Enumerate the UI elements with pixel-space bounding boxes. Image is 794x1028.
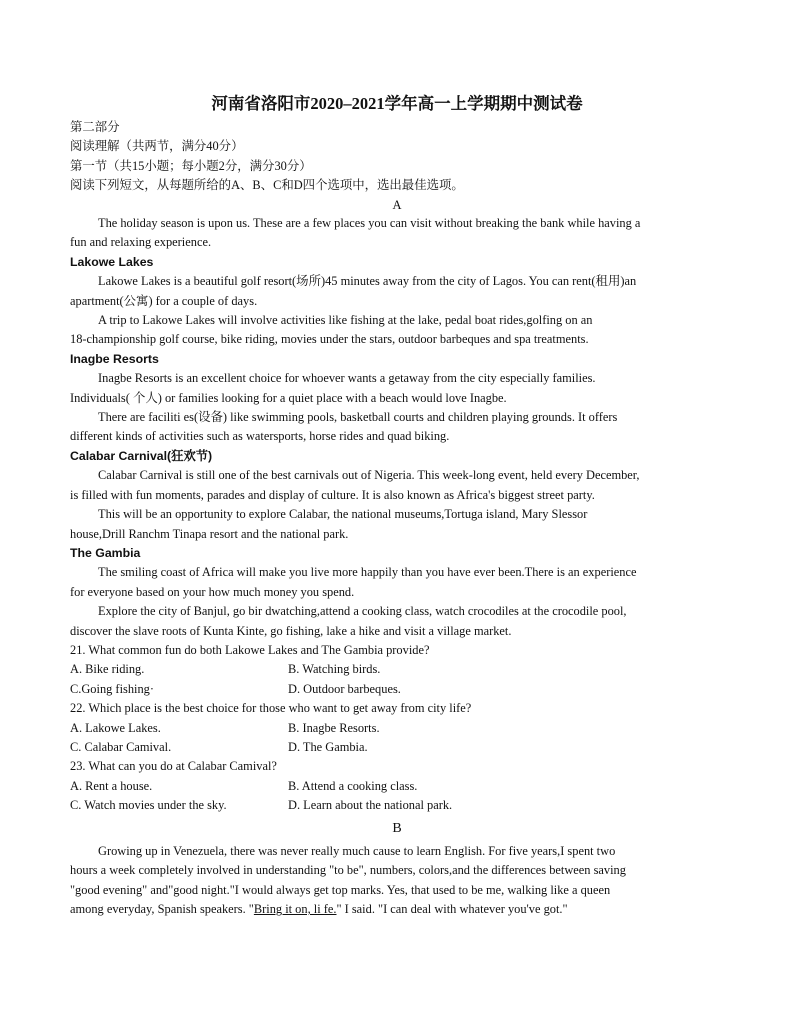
paragraph-line: discover the slave roots of Kunta Kinte, go fishing, lake a hike and visit a village market. xyxy=(70,623,512,638)
option-row xyxy=(70,680,725,699)
paragraph-line: house,Drill Ranchm Tinapa resort and the national park. xyxy=(70,526,349,541)
heading-calabar-carnival: Calabar Carnival(狂欢节) xyxy=(70,448,213,463)
option-row xyxy=(70,796,725,815)
option-b: B. Attend a cooking class. xyxy=(288,778,418,793)
option-c: C.Going fishing· xyxy=(70,681,154,696)
heading-lakowe-lakes: Lakowe Lakes xyxy=(70,254,154,269)
option-a: A. Lakowe Lakes. xyxy=(70,720,161,735)
text-segment: among everyday, Spanish speakers. " xyxy=(70,902,254,917)
question-22 xyxy=(70,699,725,757)
question-21 xyxy=(70,641,725,699)
exam-header xyxy=(70,118,725,196)
paragraph-line: There are faciliti es(设备) like swimming pools, basketball courts and children playing grounds. It offers xyxy=(98,410,618,425)
heading-the-gambia: The Gambia xyxy=(70,545,141,560)
option-b: B. Inagbe Resorts. xyxy=(288,720,380,735)
paragraph-line: Growing up in Venezuela, there was never really much cause to learn English. For five years,I spent two xyxy=(98,844,616,858)
option-row xyxy=(70,777,725,796)
passage-a xyxy=(70,214,725,816)
exam-title: 河南省洛阳市2020–2021学年高一上学期期中测试卷 xyxy=(211,94,583,113)
part-label: 第二部分 xyxy=(70,120,120,134)
option-row xyxy=(70,738,725,757)
paragraph-line: Lakowe Lakes is a beautiful golf resort(场所)45 minutes away from the city of Lagos. You can rent(租用)an xyxy=(98,274,637,289)
text-segment: " I said. "I can deal with whatever you've got." xyxy=(336,902,568,917)
paragraph-line: apartment(公寓) for a couple of days. xyxy=(70,293,258,308)
question-stem: 22. Which place is the best choice for those who want to get away from city life? xyxy=(70,701,472,716)
intro-line: The holiday season is upon us. These are a few places you can visit without breaking the bank while having a xyxy=(98,216,641,230)
paragraph-line: for everyone based on your how much money you spend. xyxy=(70,584,355,599)
paragraph-line: The smiling coast of Africa will make you live more happily than you have ever been.There is an experience xyxy=(98,565,637,580)
option-a: A. Rent a house. xyxy=(70,778,153,793)
paragraph-line: is filled with fun moments, parades and display of culture. It is also known as Africa's biggest street party. xyxy=(70,487,595,502)
heading-inagbe-resorts: Inagbe Resorts xyxy=(70,351,159,366)
paragraph-line: "good evening" and"good night."I would always get top marks. Yes, that used to be me, walking like a queen xyxy=(70,882,611,897)
paragraph-line: hours a week completely involved in understanding "to be", numbers, colors,and the differences between saving xyxy=(70,863,626,878)
option-d: D. Outdoor barbeques. xyxy=(288,681,401,696)
option-a: A. Bike riding. xyxy=(70,662,145,677)
paragraph-line: 18-championship golf course, bike riding, movies under the stars, outdoor barbeques and spa treatments. xyxy=(70,332,589,347)
option-row xyxy=(70,719,725,738)
question-23 xyxy=(70,757,725,815)
underlined-phrase: Bring it on, li fe. xyxy=(253,902,337,917)
passage-b-label: B xyxy=(392,821,402,836)
paragraph-line: Individuals( 个人) or families looking for a quiet place with a beach would love Inagbe. xyxy=(70,390,507,405)
option-d: D. Learn about the national park. xyxy=(288,798,453,813)
paragraph-line: This will be an opportunity to explore Calabar, the national museums,Tortuga island, Mary Slessor xyxy=(98,507,588,522)
paragraph-line xyxy=(70,900,725,919)
paragraph-line: Calabar Carnival is still one of the best carnivals out of Nigeria. This week-long event, held every December, xyxy=(98,468,640,483)
section-title: 阅读理解（共两节，满分40分） xyxy=(70,139,244,154)
paragraph-line: different kinds of activities such as watersports, horse rides and quad biking. xyxy=(70,429,450,444)
instructions: 阅读下列短文，从每题所给的A、B、C和D四个选项中，选出最佳选项。 xyxy=(70,178,464,193)
intro-line: fun and relaxing experience. xyxy=(70,235,212,250)
passage-b xyxy=(70,842,725,920)
option-row xyxy=(70,660,725,679)
paragraph-line: A trip to Lakowe Lakes will involve activities like fishing at the lake, pedal boat rides,golfing on an xyxy=(98,313,593,328)
question-stem: 21. What common fun do both Lakowe Lakes and The Gambia provide? xyxy=(70,642,430,657)
paragraph-line: Inagbe Resorts is an excellent choice for whoever wants a getaway from the city especially families. xyxy=(98,371,596,386)
paragraph-line: Explore the city of Banjul, go bir dwatching,attend a cooking class, watch crocodiles at the crocodile pool, xyxy=(98,604,627,619)
subsection-title: 第一节（共15小题；每小题2分，满分30分） xyxy=(70,158,312,173)
option-d: D. The Gambia. xyxy=(288,739,368,754)
option-b: B. Watching birds. xyxy=(288,662,381,677)
question-stem: 23. What can you do at Calabar Camival? xyxy=(70,759,277,774)
option-c: C. Calabar Camival. xyxy=(70,739,172,754)
passage-a-label: A xyxy=(392,198,402,212)
option-c: C. Watch movies under the sky. xyxy=(70,798,227,813)
